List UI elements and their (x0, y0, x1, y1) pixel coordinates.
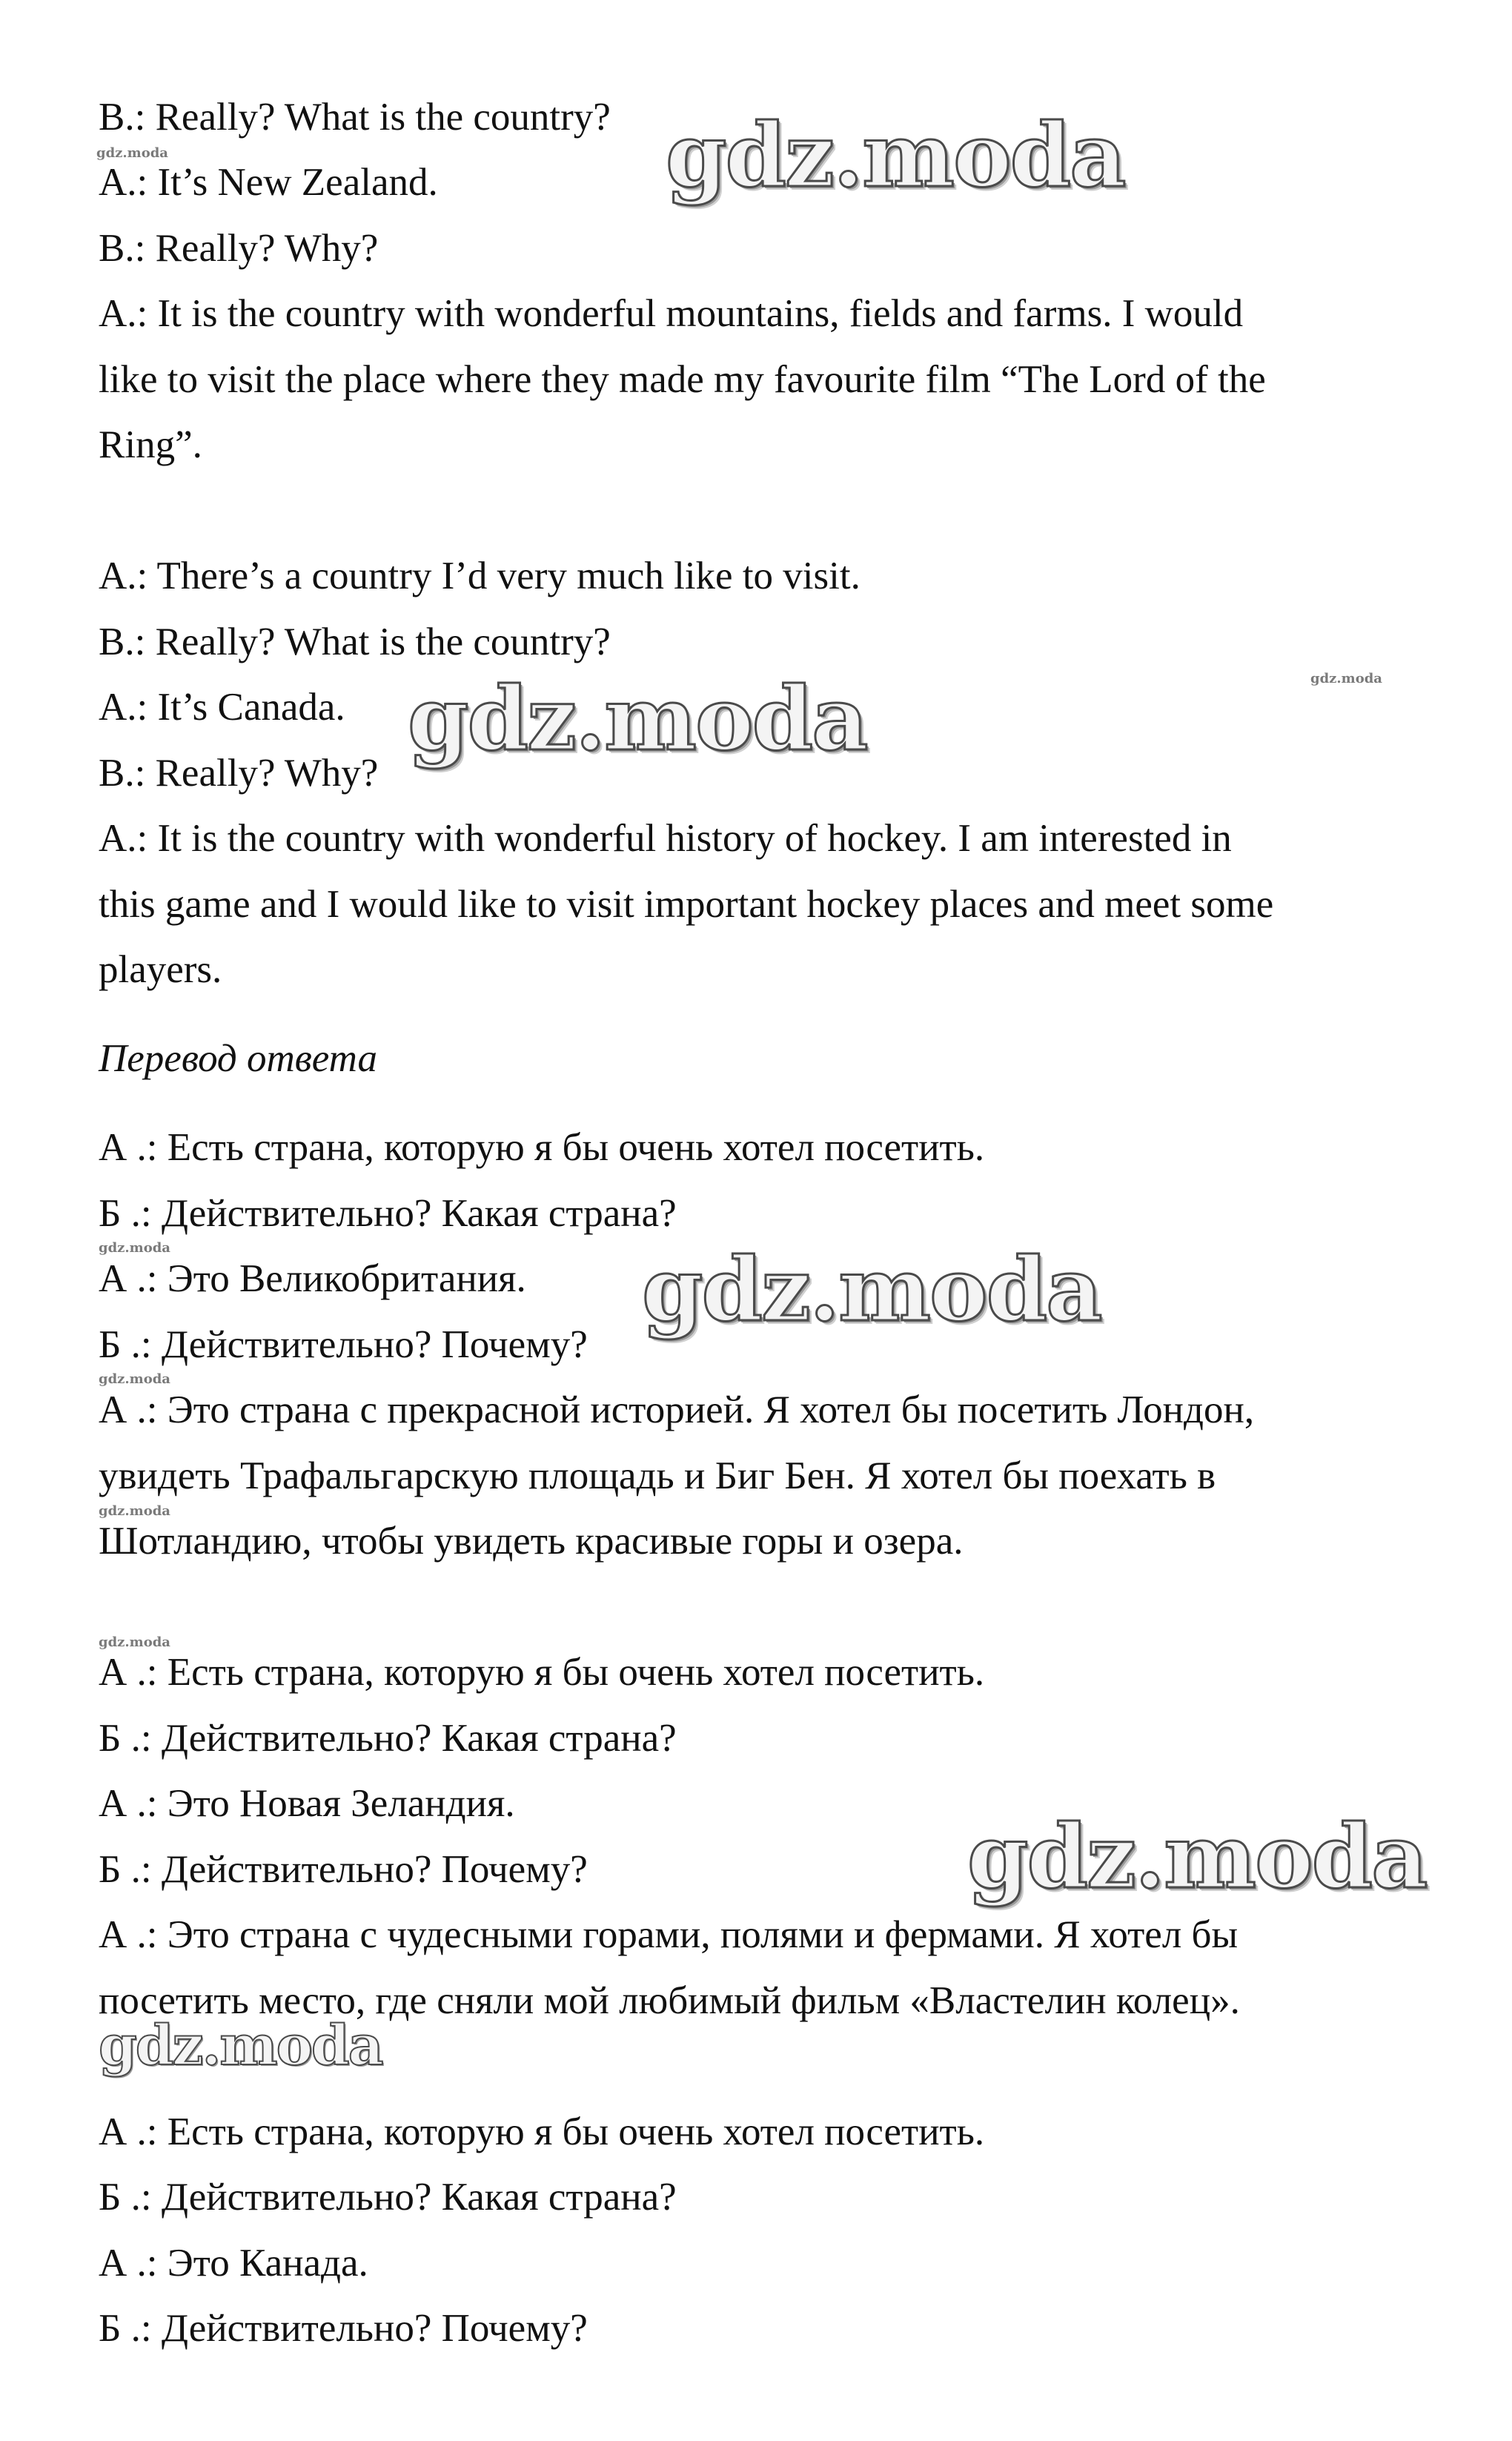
dialogue-line: Б .: Действительно? Какая страна? (99, 2176, 677, 2219)
dialogue-line: Б .: Действительно? Какая страна? (99, 1192, 677, 1235)
dialogue-line: А .: Есть страна, которую я бы очень хотел посетить. (99, 1651, 985, 1694)
dialogue-line: А .: Это страна с прекрасной историей. Я хотел бы посетить Лондон, (99, 1388, 1255, 1431)
translation-heading: Перевод ответа (99, 1037, 378, 1080)
dialogue-line: А .: Это Новая Зеландия. (99, 1782, 515, 1825)
dialogue-line: A.: It is the country with wonderful history of hockey. I am interested in (99, 817, 1232, 860)
watermark-small: gdz.moda (1310, 671, 1382, 686)
dialogue-line: B.: Really? What is the country? (99, 620, 611, 663)
watermark-small: gdz.moda (96, 145, 168, 161)
dialogue-line: B.: Really? What is the country? (99, 96, 611, 139)
watermark-logo: gdz.moda (967, 1805, 1427, 1908)
dialogue-line: A.: It is the country with wonderful mountains, fields and farms. I would (99, 292, 1244, 335)
dialogue-line: Ring”. (99, 423, 202, 466)
dialogue-line: А .: Это Великобритания. (99, 1257, 526, 1300)
dialogue-line: B.: Really? Why? (99, 227, 379, 270)
dialogue-line: посетить место, где сняли мой любимый фильм «Властелин колец». (99, 1979, 1240, 2022)
dialogue-line: А .: Это страна с чудесными горами, полями и фермами. Я хотел бы (99, 1913, 1239, 1956)
dialogue-line: А .: Есть страна, которую я бы очень хотел посетить. (99, 1126, 985, 1169)
dialogue-line: А .: Это Канада. (99, 2242, 368, 2285)
dialogue-line: увидеть Трафальгарскую площадь и Биг Бен. Я хотел бы поехать в (99, 1454, 1216, 1497)
dialogue-line: Б .: Действительно? Почему? (99, 2307, 588, 2350)
watermark-small: gdz.moda (99, 1634, 170, 1650)
dialogue-line: Б .: Действительно? Какая страна? (99, 1717, 677, 1760)
watermark-logo: gdz.moda (408, 667, 867, 770)
dialogue-line: this game and I would like to visit important hockey places and meet some (99, 883, 1274, 926)
dialogue-line: B.: Really? Why? (99, 752, 379, 795)
watermark-logo: gdz.moda (99, 2014, 382, 2078)
watermark-logo: gdz.moda (666, 104, 1125, 207)
dialogue-line: A.: It’s New Zealand. (99, 161, 438, 204)
dialogue-line: Шотландию, чтобы увидеть красивые горы и озера. (99, 1520, 964, 1563)
dialogue-line: players. (99, 948, 222, 991)
watermark-small: gdz.moda (99, 1371, 170, 1387)
dialogue-line: like to visit the place where they made my favourite film “The Lord of the (99, 358, 1266, 401)
watermark-small: gdz.moda (99, 1503, 170, 1519)
dialogue-line: A.: It’s Canada. (99, 686, 345, 729)
watermark-logo: gdz.moda (642, 1238, 1101, 1341)
dialogue-line: Б .: Действительно? Почему? (99, 1848, 588, 1891)
dialogue-line: А .: Есть страна, которую я бы очень хотел посетить. (99, 2110, 985, 2153)
watermark-small: gdz.moda (99, 1240, 170, 1256)
dialogue-line: Б .: Действительно? Почему? (99, 1323, 588, 1366)
dialogue-line: A.: There’s a country I’d very much like to visit. (99, 554, 861, 597)
